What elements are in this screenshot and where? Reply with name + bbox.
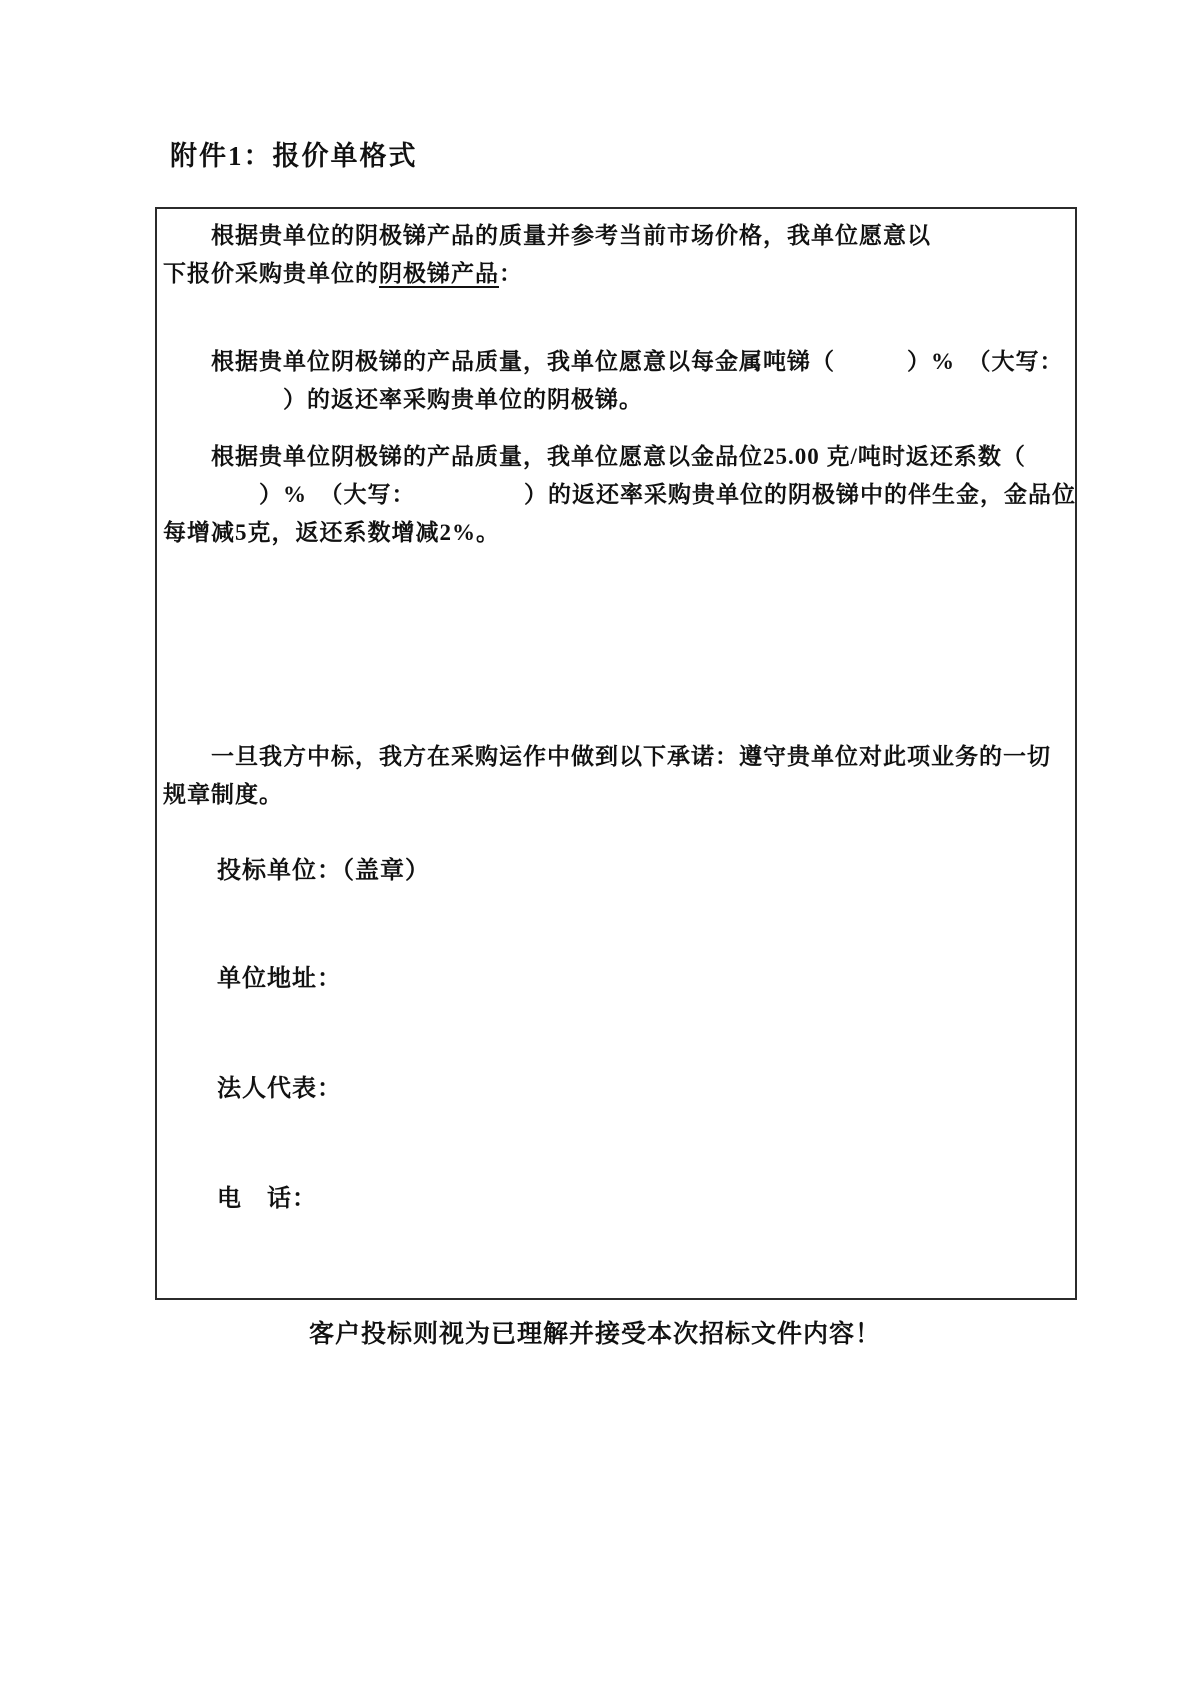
intro-line-1: 根据贵单位的阴极锑产品的质量并参考当前市场价格，我单位愿意以: [163, 223, 931, 248]
intro-line-2-prefix: 下报价采购贵单位的: [163, 261, 379, 286]
field-company-address: 单位地址：: [217, 966, 342, 992]
paragraph-promise: [163, 738, 1069, 814]
intro-line-2: [163, 255, 1069, 293]
field-telephone: 电 话：: [217, 1186, 317, 1212]
gold-rate-line-1: 根据贵单位阴极锑的产品质量，我单位愿意以金品位25.00 克/吨时返还系数（: [163, 444, 1026, 469]
paragraph-gold-rate: [163, 438, 1076, 552]
footer-acceptance-note: 客户投标则视为已理解并接受本次招标文件内容！: [308, 1321, 881, 1348]
gold-rate-line-3: 每增减5克，返还系数增减2%。: [163, 520, 500, 545]
field-bidder-name-seal: 投标单位：（盖章）: [217, 858, 430, 884]
paragraph-intro: [163, 217, 1069, 293]
quotation-form-box: [155, 207, 1077, 1300]
antimony-rate-line-2: ）的返还率采购贵单位的阴极锑。: [163, 387, 643, 412]
antimony-rate-line-1: 根据贵单位阴极锑的产品质量，我单位愿意以每金属吨锑（ ）% （大写：: [163, 349, 1064, 374]
attachment-title: 附件1：报价单格式: [170, 141, 418, 171]
intro-line-2-suffix: ：: [499, 261, 523, 286]
gold-rate-line-2: ）% （大写： ）的返还率采购贵单位的阴极锑中的伴生金，金品位: [163, 482, 1076, 507]
promise-line-1: 一旦我方中标，我方在采购运作中做到以下承诺：遵守贵单位对此项业务的一切: [163, 744, 1051, 769]
field-legal-representative: 法人代表：: [217, 1076, 342, 1102]
paragraph-antimony-rate: [163, 343, 1069, 419]
promise-line-2: 规章制度。: [163, 782, 283, 807]
underlined-product-term: 阴极锑产品: [379, 261, 499, 286]
